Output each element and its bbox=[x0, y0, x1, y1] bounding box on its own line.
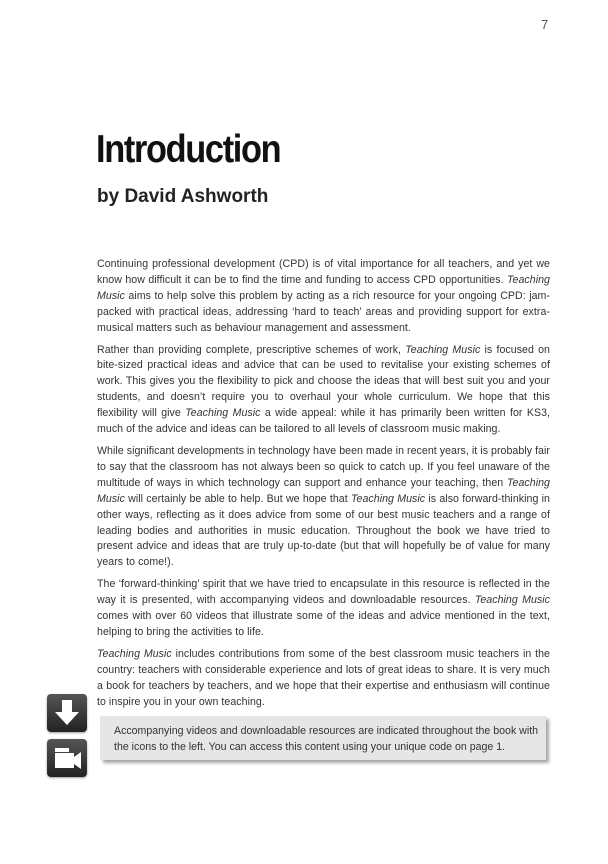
paragraph-text: will certainly be able to help. But we hope that bbox=[124, 492, 351, 505]
paragraph-text: is also forward-thinking in other ways, reflecting as it does advice from some of our best music teachers and a range of leading bodies and authorities in music education. Throughout the book we have tried to present advice and ideas that are truly up-to-date (but that will hopefully be of value for many years to come!). bbox=[97, 492, 550, 569]
book-title-text: Teaching Music bbox=[97, 647, 172, 660]
book-title-text: Teaching Music bbox=[97, 273, 550, 302]
page-title: Introduction bbox=[96, 128, 281, 171]
book-title-text: Teaching Music bbox=[350, 492, 426, 505]
paragraph bbox=[97, 257, 550, 337]
paragraph-text: comes with over 60 videos that illustrate some of the ideas and advice mentioned in the text, helping to bring the activities to life. bbox=[97, 610, 550, 638]
book-title-text: Teaching Music bbox=[185, 407, 261, 420]
byline: by David Ashworth bbox=[97, 186, 269, 207]
page-number: 7 bbox=[541, 17, 549, 32]
video-camera-icon bbox=[47, 739, 87, 777]
paragraph-text: aims to help solve this problem by acting as a rich resource for your ongoing CPD: jam-packed with practical ideas, addressing ‘hard to teach’ areas and providing support for extra-musical matters such as behaviour management and assessment. bbox=[97, 289, 550, 334]
book-title-text: Teaching Music bbox=[474, 594, 550, 607]
download-icon bbox=[47, 694, 87, 732]
resources-note bbox=[100, 716, 546, 760]
book-title-text: Teaching Music bbox=[97, 476, 550, 505]
paragraph-text: includes contributions from some of the best classroom music teachers in the country: teachers with considerable experience and lots of great ideas to share. It is very much a book for teachers by teachers, and we hope that their expertise and enthusiasm will continue to inspire you in your own teaching. bbox=[97, 647, 550, 708]
paragraph-text: Rather than providing complete, prescriptive schemes of work, bbox=[97, 343, 406, 356]
paragraph-text: Continuing professional development (CPD) is of vital importance for all teachers, and yet we know how difficult it can be to find the time and funding to access CPD opportunities. bbox=[97, 258, 550, 286]
paragraph-text: is focused on bite-sized practical ideas and advice that can be used to revitalise your existing schemes of work. This gives you the flexibility to pick and choose the ideas that will best suit you and your students, and doesn’t require you to overhaul your whole curriculum. We hope that this flexibility will give bbox=[97, 343, 550, 420]
paragraph-text: a wide appeal: while it has primarily been written for KS3, much of the advice and ideas can be tailored to all levels of classroom music making. bbox=[97, 407, 551, 436]
paragraph-text: While significant developments in technology have been made in recent years, it is probably fair to say that the classroom has not always been so quick to catch up. If you feel unaware of the multitude of ways in which technology can support and enhance your teaching, then bbox=[97, 444, 550, 489]
paragraph bbox=[97, 647, 550, 711]
paragraph bbox=[97, 577, 550, 641]
book-title-text: Teaching Music bbox=[405, 343, 481, 356]
paragraph bbox=[97, 343, 550, 438]
paragraph bbox=[97, 444, 550, 571]
resources-note-text: Accompanying videos and downloadable resources are indicated throughout the book with the icons to the left. You can access this content using your unique code on page 1. bbox=[114, 725, 539, 753]
body-text bbox=[97, 257, 550, 716]
paragraph-text: The ‘forward-thinking’ spirit that we have tried to encapsulate in this resource is reflected in the way it is presented, with accompanying videos and downloadable resources. bbox=[97, 578, 550, 607]
